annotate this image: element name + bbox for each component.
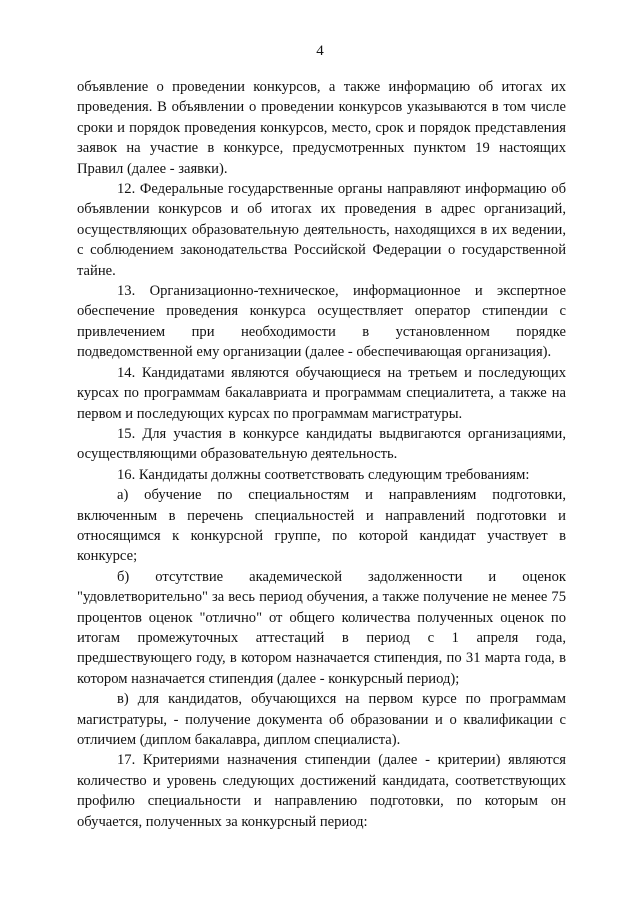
- paragraph-12: 12. Федеральные государственные органы направляют информацию об объявлении конкурсов и об итогах их проведения в адрес организаций, осуществляющих образовательную деятельность, находящихся в их ведении, с соблюдением законодательства Российской Федерации о государственной тайне.: [77, 181, 566, 279]
- document-body: [77, 77, 566, 832]
- paragraph-16-item-c: в) для кандидатов, обучающихся на первом курсе по программам магистратуры, - получение документа об образовании и о квалификации с отличием (диплом бакалавра, диплом специалиста).: [77, 691, 566, 748]
- paragraph-17: 17. Критериями назначения стипендии (далее - критерии) являются количество и уровень следующих достижений кандидата, соответствующих профилю специальности и направлению подготовки, по которым он обучается, полученных за конкурсный период:: [77, 752, 566, 830]
- paragraph-13: 13. Организационно-техническое, информационное и экспертное обеспечение проведения конкурса осуществляет оператор стипендии с привлечением при необходимости в установленном порядке подведомственной ему организации (далее - обеспечивающая организация).: [77, 283, 566, 361]
- paragraph-16-item-a: а) обучение по специальностям и направлениям подготовки, включенным в перечень специальностей и направлений подготовки и относящимся к конкурсной группе, по которой кандидат участвует в конкурсе;: [77, 487, 566, 565]
- paragraph-16-item-b: б) отсутствие академической задолженности и оценок "удовлетворительно" за весь период обучения, а также получение не менее 75 процентов оценок "отлично" от общего количества полученных оценок по итогам промежуточных аттестаций в период с 1 апреля года, предшествующего году, в котором назначается стипендия, по 31 марта года, в котором назначается стипендия (далее - конкурсный период);: [77, 568, 566, 687]
- paragraph-14: 14. Кандидатами являются обучающиеся на третьем и последующих курсах по программам бакалавриата и программам специалитета, а также на первом и последующих курсах по программам магистратуры.: [77, 364, 566, 422]
- page-number: 4: [316, 43, 324, 59]
- paragraph-11-continuation: объявление о проведении конкурсов, а также информацию об итогах их проведения. В объявлении о проведении конкурсов указываются в том числе сроки и порядок проведения конкурсов, место, срок и порядок представления заявок на участие в конкурсе, предусмотренных пунктом 19 настоящих Правил (далее - заявки).: [77, 79, 566, 177]
- paragraph-15: 15. Для участия в конкурсе кандидаты выдвигаются организациями, осуществляющими образовательную деятельность.: [77, 425, 566, 463]
- paragraph-16: 16. Кандидаты должны соответствовать следующим требованиям:: [117, 466, 530, 483]
